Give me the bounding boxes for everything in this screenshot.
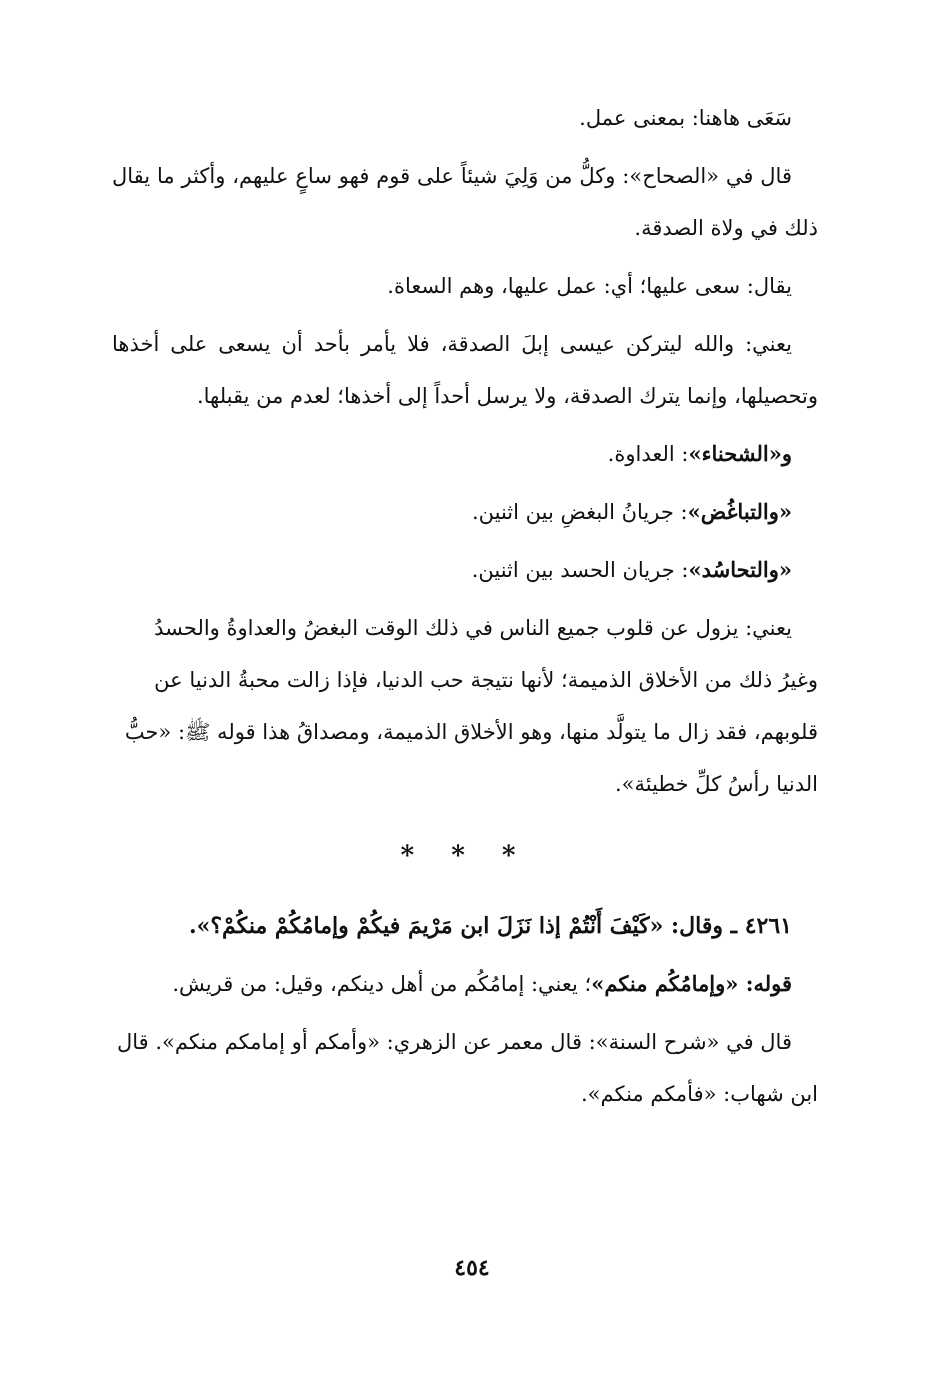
term-tahasud: «والتحاسُد» bbox=[688, 557, 792, 582]
paragraph-isa-sadaqa: يعني: والله ليتركن عيسى إبلَ الصدقة، فلا يأمر بأحد أن يسعى على أخذها وتحصيلها، وإنما يترك الصدقة، ولا يرسل أحداً إلى أخذها؛ لعدم من يقبلها. bbox=[112, 332, 818, 408]
definition-shahna-text: : العداوة. bbox=[607, 442, 689, 466]
paragraph-sihah-quote: قال في «الصحاح»: وكلُّ من وَلِيَ شيئاً على قوم فهو ساعٍ عليهم، وأكثر ما يقال ذلك في ولاة الصدقة. bbox=[112, 164, 818, 240]
paragraph-saa-meaning: سَعَى هاهنا: بمعنى عمل. bbox=[579, 106, 792, 130]
term-shahna: و«الشحناء» bbox=[688, 441, 792, 466]
paragraph-imamukum-text: ؛ يعني: إمامُكُم من أهل دينكم، وقيل: من قريش. bbox=[172, 972, 592, 996]
term-imamukum: قوله: «وإمامُكُم منكم» bbox=[591, 971, 792, 996]
definition-shahna bbox=[112, 428, 818, 480]
definition-tabagud bbox=[112, 486, 818, 538]
term-tabagud: «والتباغُض» bbox=[687, 499, 792, 524]
page-body bbox=[112, 92, 818, 1126]
paragraph-imamukum bbox=[112, 958, 818, 1010]
definition-tabagud-text: : جريانُ البغضِ بين اثنين. bbox=[471, 500, 688, 524]
definition-tahasud-text: : جريان الحسد بين اثنين. bbox=[471, 558, 689, 582]
paragraph-saa-alayha: يقال: سعى عليها؛ أي: عمل عليها، وهم السعاة. bbox=[387, 274, 792, 298]
page-number: ٤٥٤ bbox=[454, 1255, 490, 1281]
definition-tahasud bbox=[112, 544, 818, 596]
paragraph-hubb-dunya: يعني: يزول عن قلوب جميع الناس في ذلك الوقت البغضُ والعداوةُ والحسدُ وغيرُ ذلك من الأخلاق الذميمة؛ لأنها نتيجة حب الدنيا، فإذا زالت محبةُ الدنيا عن قلوبهم، فقد زال ما يتولَّد منها، وهو الأخلاق الذميمة، ومصداقُ هذا قوله ﷺ: «حبُّ الدنيا رأسُ كلِّ خطيئة». bbox=[124, 616, 818, 796]
section-separator: * * * bbox=[400, 841, 530, 871]
hadith-4261: ٤٢٦١ ـ وقال: «كَيْفَ أَنْتُمْ إذا نَزَلَ ابن مَرْيمَ فيكُمْ وإمامُكُمْ منكُمْ؟». bbox=[188, 913, 792, 939]
paragraph-sharh-sunna: قال في «شرح السنة»: قال معمر عن الزهري: «وأمكم أو إمامكم منكم». قال ابن شهاب: «فأمكم منكم». bbox=[116, 1030, 818, 1106]
